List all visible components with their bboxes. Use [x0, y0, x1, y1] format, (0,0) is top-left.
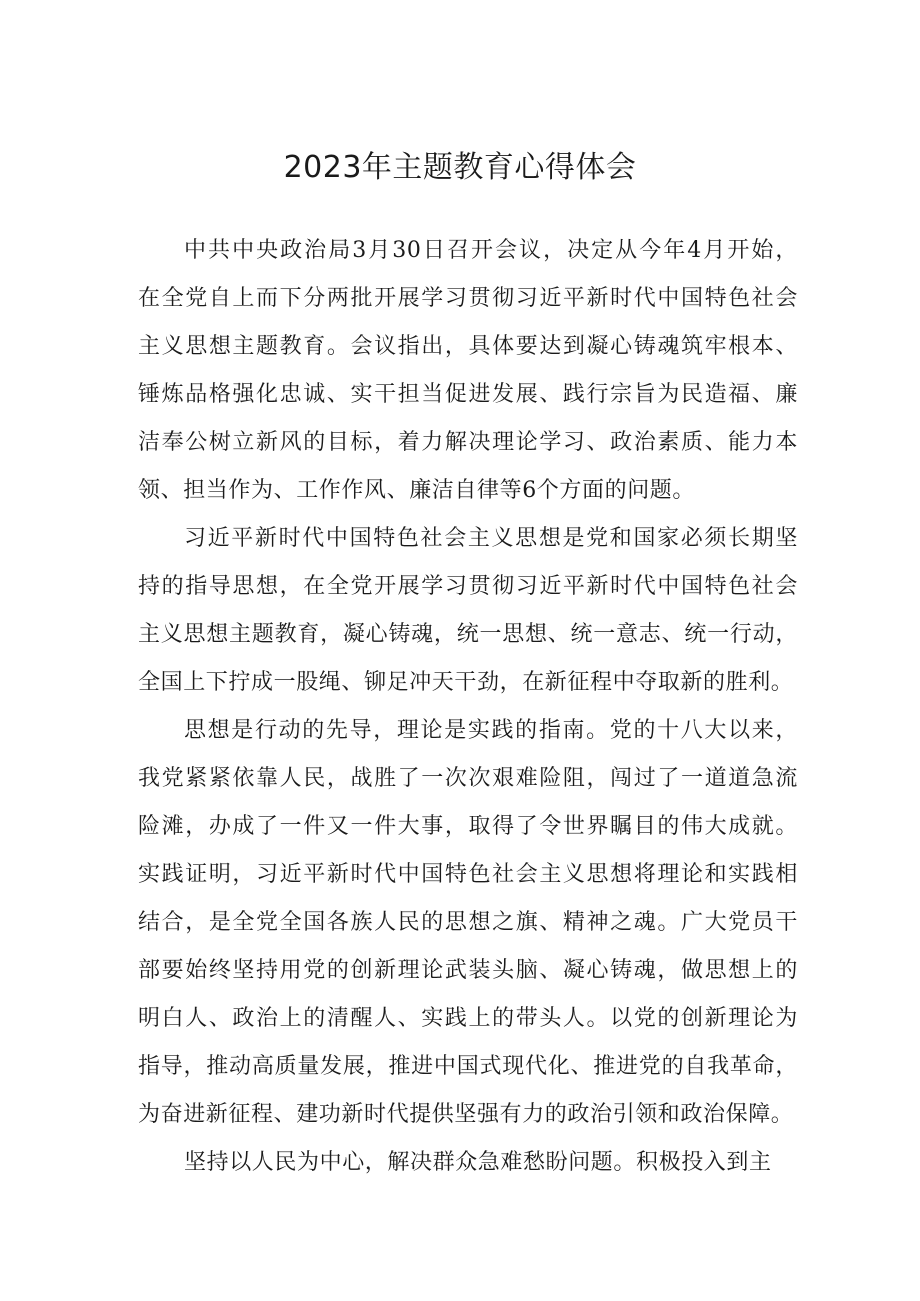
- paragraph-3-line-6: 部要始终坚持用党的创新理论武装头脑、凝心铸魂，做思想上的: [138, 958, 798, 983]
- paragraph-1-line-4: 锤炼品格强化忠诚、实干担当促进发展、践行宗旨为民造福、廉: [138, 382, 798, 407]
- document-title: 2023年主题教育心得体会: [283, 150, 637, 185]
- paragraph-3-line-9: 为奋进新征程、建功新时代提供坚强有力的政治引领和政治保障。: [138, 1102, 794, 1127]
- paragraph-3-line-5: 结合，是全党全国各族人民的思想之旗、精神之魂。广大党员干: [138, 910, 798, 935]
- paragraph-1-line-1: 中共中央政治局3月30日召开会议，决定从今年4月开始，: [184, 238, 798, 263]
- paragraph-3-line-4: 实践证明，习近平新时代中国特色社会主义思想将理论和实践相: [138, 862, 798, 887]
- paragraph-1-line-3: 主义思想主题教育。会议指出，具体要达到凝心铸魂筑牢根本、: [138, 334, 798, 359]
- paragraph-3-line-2: 我党紧紧依靠人民，战胜了一次次艰难险阻，闯过了一道道急流: [138, 766, 798, 791]
- document-body: [138, 227, 798, 1187]
- paragraph-4-line-1: 坚持以人民为中心，解决群众急难愁盼问题。积极投入到主: [184, 1150, 772, 1175]
- paragraph-2-line-4: 全国上下拧成一股绳、铆足冲天干劲，在新征程中夺取新的胜利。: [138, 670, 794, 695]
- paragraph-1-line-2: 在全党自上而下分两批开展学习贯彻习近平新时代中国特色社会: [138, 286, 798, 311]
- paragraph-1-line-6: 领、担当作为、工作作风、廉洁自律等6个方面的问题。: [138, 478, 695, 503]
- paragraph-3-line-3: 险滩，办成了一件又一件大事，取得了令世界瞩目的伟大成就。: [138, 814, 798, 839]
- paragraph-2-line-3: 主义思想主题教育，凝心铸魂，统一思想、统一意志、统一行动，: [138, 622, 798, 647]
- paragraph-3-line-8: 指导，推动高质量发展，推进中国式现代化、推进党的自我革命，: [138, 1054, 798, 1079]
- paragraph-2-line-2: 持的指导思想，在全党开展学习贯彻习近平新时代中国特色社会: [138, 574, 798, 599]
- paragraph-1-line-5: 洁奉公树立新风的目标，着力解决理论学习、政治素质、能力本: [138, 430, 798, 455]
- paragraph-3-line-1: 思想是行动的先导，理论是实践的指南。党的十八大以来，: [184, 718, 798, 743]
- paragraph-2-line-1: 习近平新时代中国特色社会主义思想是党和国家必须长期坚: [184, 526, 798, 551]
- paragraph-3-line-7: 明白人、政治上的清醒人、实践上的带头人。以党的创新理论为: [138, 1006, 798, 1031]
